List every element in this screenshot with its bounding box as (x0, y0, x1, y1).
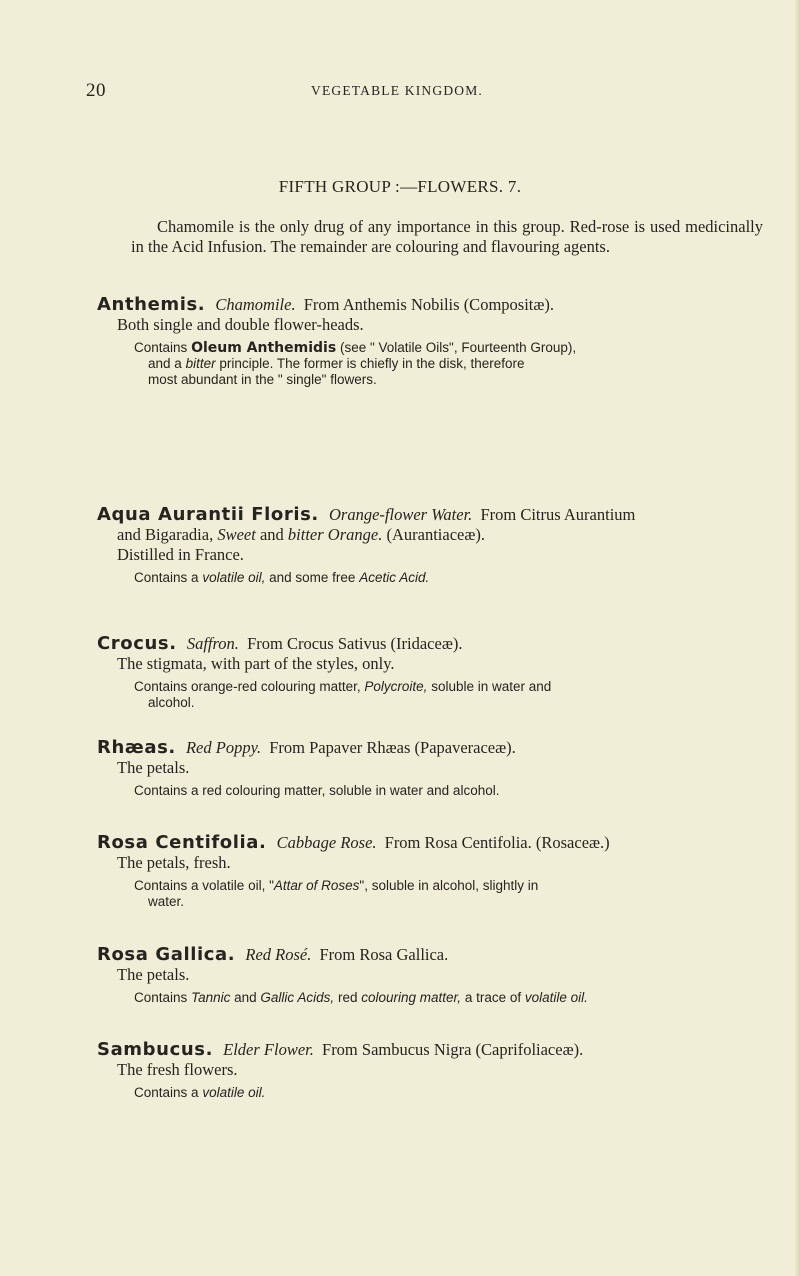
contains-note (97, 340, 761, 388)
group-title: FIFTH GROUP :—FLOWERS. 7. (278, 177, 522, 196)
drug-name: Rosa Centifolia. (97, 832, 267, 853)
contains-text: a trace of (464, 990, 522, 1005)
part-used: The petals. (117, 758, 190, 777)
entry-rosa-centifolia (97, 833, 761, 910)
entry-heading (97, 634, 761, 654)
part-used: The petals, fresh. (117, 853, 231, 872)
drug-name: Rhæas. (97, 737, 176, 758)
entry-heading (97, 738, 761, 758)
source: From Rosa Centifolia. (Rosaceæ.) (384, 833, 610, 852)
intro-paragraph: Chamomile is the only drug of any importance in this group. Red-rose is used medicinally in the Acid Infusion. The remainder are colouring and flavouring agents. (131, 217, 763, 256)
source-continued (97, 525, 761, 545)
source: From Sambucus Nigra (Caprifoliaceæ). (322, 1040, 584, 1059)
drug-name: Crocus. (97, 633, 177, 654)
contains-text: Contains a (134, 570, 199, 585)
part-used: The stigmata, with part of the styles, only. (117, 654, 395, 673)
part-used: The fresh flowers. (117, 1060, 238, 1079)
drug-name: Aqua Aurantii Floris. (97, 504, 319, 525)
contains-note (97, 990, 761, 1006)
contains-text: Contains orange-red colouring matter, (134, 679, 361, 694)
contains-note (97, 1085, 761, 1101)
contains-italic: volatile oil. (524, 990, 588, 1005)
page-header (86, 80, 760, 104)
source: From Rosa Gallica. (319, 945, 449, 964)
entry-heading (97, 505, 761, 525)
entry-anthemis (97, 295, 761, 388)
drug-name: Rosa Gallica. (97, 944, 236, 965)
common-name: Red Poppy. (185, 738, 262, 757)
contains-text: ", soluble in alcohol, slightly in (359, 878, 539, 893)
contains-italic: Tannic (191, 990, 231, 1005)
part-used: Both single and double flower-heads. (117, 315, 364, 334)
contains-line: water. (148, 894, 185, 909)
entry-rosa-gallica (97, 945, 761, 1006)
contains-text: and some free (269, 570, 356, 585)
page-number: 20 (86, 80, 106, 101)
source-text: and Bigaradia, (117, 525, 214, 544)
contains-note (97, 679, 761, 711)
common-name: Orange-flower Water. (329, 505, 473, 524)
common-name: Cabbage Rose. (276, 833, 377, 852)
contains-text: and a (148, 356, 182, 371)
contains-text: Contains a (134, 1085, 199, 1100)
contains-italic: bitter (185, 356, 216, 371)
contains-italic: Polycroite, (364, 679, 428, 694)
source: From Papaver Rhæas (Papaveraceæ). (269, 738, 516, 757)
contains-strong: Oleum Anthemidis (191, 340, 337, 356)
common-name: Red Rosé. (245, 945, 312, 964)
source-italic: bitter Orange. (287, 525, 383, 544)
entry-sambucus (97, 1040, 761, 1101)
contains-italic: volatile oil. (202, 1085, 266, 1100)
common-name: Chamomile. (215, 295, 296, 314)
contains-line (134, 356, 761, 372)
page-edge-shadow (794, 0, 800, 1276)
drug-name: Anthemis. (97, 294, 206, 315)
contains-text: (see " Volatile Oils", Fourteenth Group), (339, 340, 577, 355)
entry-rhaeas (97, 738, 761, 799)
contains-text: Contains a volatile oil, " (134, 878, 274, 893)
contains-text: and (234, 990, 257, 1005)
common-name: Elder Flower. (223, 1040, 314, 1059)
contains-note (97, 878, 761, 910)
drug-name: Sambucus. (97, 1039, 214, 1060)
entry-heading (97, 1040, 761, 1060)
entry-heading (97, 295, 761, 315)
common-name: Saffron. (186, 634, 239, 653)
contains-text: Contains (134, 340, 188, 355)
contains-text: principle. The former is chiefly in the disk, therefore (219, 356, 525, 371)
running-head: VEGETABLE KINGDOM. (311, 83, 483, 98)
source: From Citrus Aurantium (480, 505, 636, 524)
contains-line: most abundant in the " single" flowers. (148, 372, 377, 387)
contains-italic: volatile oil, (202, 570, 266, 585)
contains-italic: Acetic Acid. (359, 570, 430, 585)
entry-heading (97, 945, 761, 965)
contains-line: alcohol. (148, 695, 195, 710)
source-italic: Sweet (217, 525, 256, 544)
source: From Crocus Sativus (Iridaceæ). (247, 634, 463, 653)
source: From Anthemis Nobilis (Compositæ). (303, 295, 554, 314)
contains-italic: colouring matter, (361, 990, 462, 1005)
source-text: and (259, 525, 284, 544)
part-used: Distilled in France. (117, 545, 244, 564)
contains-text: soluble in water and (431, 679, 552, 694)
source-text: (Aurantiaceæ). (386, 525, 485, 544)
contains-text: Contains (134, 990, 188, 1005)
contains-italic: Attar of Roses (273, 878, 360, 893)
contains-note: Contains a red colouring matter, soluble in water and alcohol. (134, 783, 500, 798)
entry-crocus (97, 634, 761, 711)
entry-aqua-aurantii-floris (97, 505, 761, 586)
part-used: The petals. (117, 965, 190, 984)
entry-heading (97, 833, 761, 853)
contains-italic: Gallic Acids, (260, 990, 335, 1005)
contains-text: red (337, 990, 358, 1005)
contains-note (97, 570, 761, 586)
